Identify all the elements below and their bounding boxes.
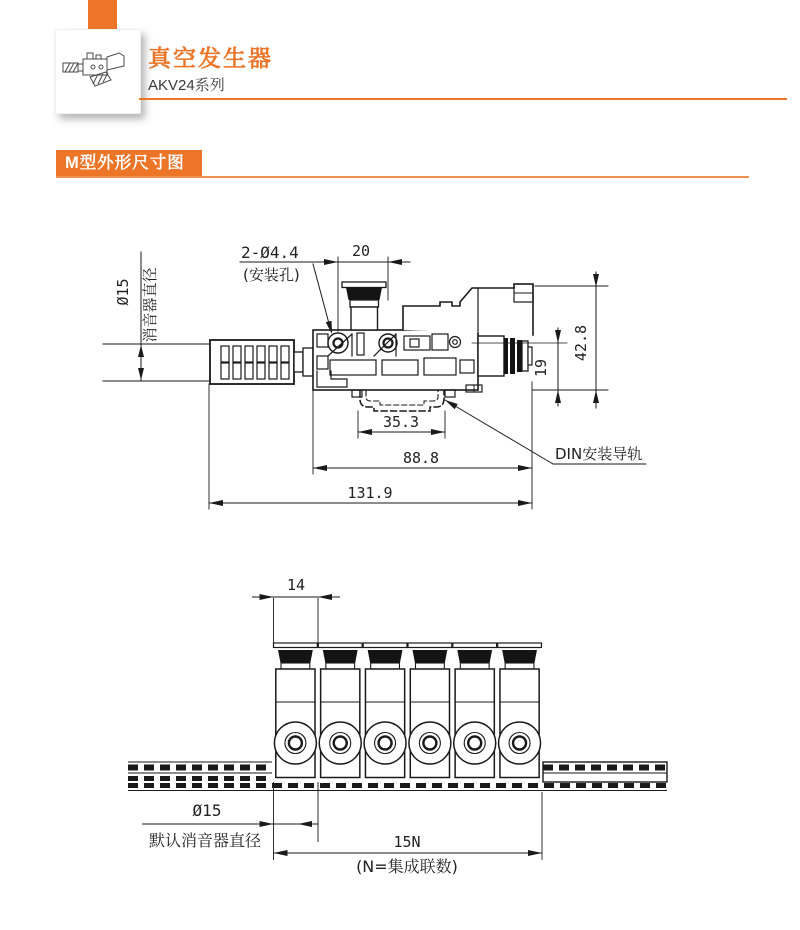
dim-unit-pitch <box>252 576 340 647</box>
manifold-units <box>274 643 542 778</box>
front-total-note-label: (N=集成联数) <box>356 857 458 876</box>
dim-heights <box>532 272 608 408</box>
front-muffler-note-label: 默认消音器直径 <box>148 831 262 850</box>
front-muffler-dia-label: Ø15 <box>192 801 222 820</box>
vacuum-unit <box>498 643 542 778</box>
vacuum-unit <box>363 643 407 778</box>
muffler-dia-label: Ø15 <box>114 278 132 306</box>
dim-front-bottom <box>142 782 542 876</box>
page-title: 真空发生器 <box>148 45 273 71</box>
holes-note-label: (安装孔) <box>243 266 300 284</box>
side-view-drawing <box>103 242 646 509</box>
front-view-drawing <box>128 576 667 876</box>
top-fitting <box>342 282 386 330</box>
holes-label: 2-Ø4.4 <box>241 243 299 262</box>
vacuum-unit <box>408 643 452 778</box>
hole-pitch-label: 20 <box>351 242 371 260</box>
din-rail-callout <box>445 400 646 464</box>
vacuum-unit <box>318 643 362 778</box>
vacuum-unit <box>453 643 497 778</box>
muffler-dia-text: 消音器直径 <box>141 267 159 343</box>
height-total-label: 42.8 <box>572 324 590 362</box>
section-label: M型外形尺寸图 <box>56 150 202 176</box>
dim-muffler-diameter <box>114 252 159 381</box>
body-length-label: 88.8 <box>402 449 440 467</box>
output-fitting <box>478 336 532 376</box>
muffler-body <box>210 340 313 384</box>
height-port-label: 19 <box>532 358 550 378</box>
din-rail-label: DIN安装导轨 <box>555 445 643 463</box>
series-subtitle: AKV24系列 <box>148 77 225 94</box>
total-length-label: 131.9 <box>347 484 393 502</box>
muffler-extension-lines <box>103 344 210 381</box>
unit-pitch-label: 14 <box>286 576 306 594</box>
vacuum-unit <box>274 643 318 778</box>
valve-body <box>313 282 567 390</box>
clip-width-label: 35.3 <box>382 413 420 431</box>
front-total-label: 15N <box>393 833 421 851</box>
